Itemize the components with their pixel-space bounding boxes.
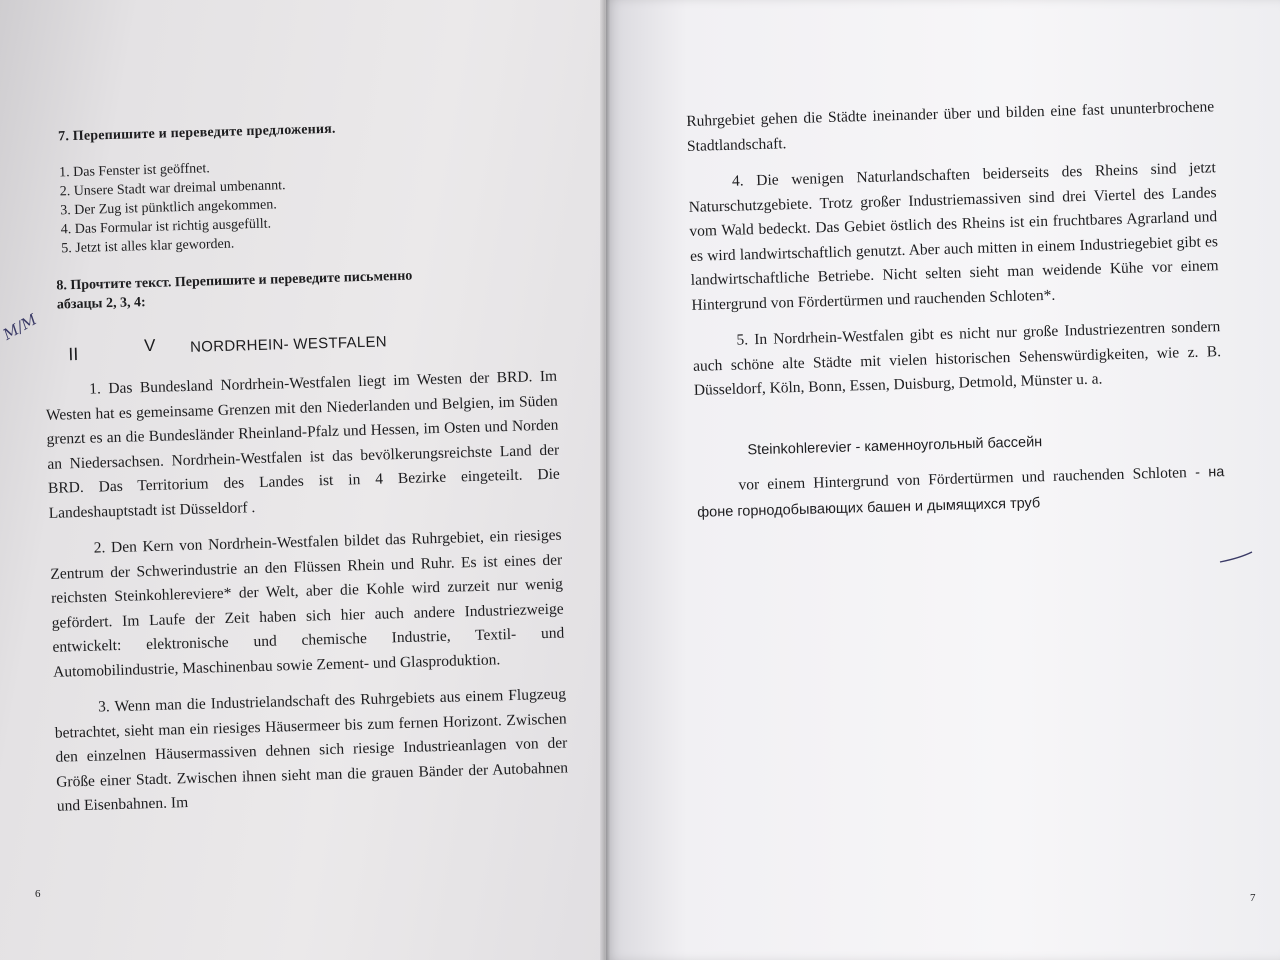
page-number-left: 6 — [35, 888, 41, 900]
task8-line1: 8. Прочтите текст. Перепишите и переведите письменно — [56, 268, 413, 294]
task7-title: 7. Перепишите и переведите предложения. — [57, 121, 336, 145]
handwritten-v-mark: V — [143, 335, 156, 356]
handwritten-margin-note: M/M — [0, 310, 40, 344]
page-number-right: 7 — [1250, 892, 1256, 904]
sentence-item: 4. Das Formular ist richtig ausgefüllt. — [60, 216, 272, 238]
pen-stroke-mark — [1218, 550, 1254, 564]
glossary-phrase-russian: - на фоне горнодобывающих башен и дымящихся труб — [697, 463, 1225, 521]
paragraph-5: 5. In Nordrhein-Westfalen gibt es nicht nur große Industriezentren sondern auch schöne alte Städte mit vielen historischen Sehenswürdigkeiten, wie z. B. Düsseldorf, Köln, Bonn, Essen, Duisburg, Detmold, Münster u. a. — [692, 318, 1222, 399]
task8-line2: абзацы 2, 3, 4: — [56, 295, 146, 313]
right-page-content — [686, 95, 1225, 525]
glossary-phrase-german: vor einem Hintergrund von Fördertürmen und rauchenden Schloten — [738, 463, 1188, 494]
paragraph-1: 1. Das Bundesland Nordrhein-Westfalen liegt im Westen der BRD. Im Westen hat es gemeinsame Grenzen mit den Niederlanden und Belgien, im Süden grenzt es an die Bundesländer Rheinland-Pfalz und Hessen, im Osten und Norden an Niedersachsen. Nordrhein-Westfalen ist das bevölkerungsreichste Land der BRD. Das Territorium des Landes ist in 4 Bezirke eingeteilt. Die Landeshauptstadt ist Düsseldorf . — [45, 367, 561, 522]
paragraph-3-end: Ruhrgebiet gehen die Städte ineinander über und bilden eine fast ununterbrochene Stadtlandschaft. — [686, 98, 1215, 155]
text-headline — [44, 327, 557, 367]
paragraph-3-start: 3. Wenn man die Industrielandschaft des Ruhrgebiets aus einem Flugzeug betrachtet, sieht man ein riesiges Häusermeer bis zum fernen Horizont. Zwischen den einzelnen Häusermassiven dehnen sich riesige Industrieanlagen von der Größe einer Stadt. Zwischen ihnen sieht man die grauen Bänder der Autobahnen und Eisenbahnen. Im — [54, 685, 569, 815]
paragraph-4: 4. Die wenigen Naturlandschaften beiderseits des Rheins sind jetzt Naturschutzgebiete. Trotz großer Industriemassiven sind drei Viertel des Landes vom Wald bedeckt. Das Gebiet östlich des Rheins ist ein fruchtbares Agrarland und es wird landwirtschaftlich genutzt. Aber auch mitten in einem Industriegebiet gibt es landwirtschaftliche Betriebe. Nicht selten sieht man weidende Kühe vor einem Hintergrund von Fördertürmen und rauchenden Schloten*. — [688, 159, 1219, 314]
handwritten-roman-mark: II — [67, 343, 79, 365]
task8-title — [56, 263, 555, 315]
page-fold — [600, 0, 610, 960]
sentence-item: 1. Das Fenster ist geöffnet. — [58, 161, 210, 181]
sentence-item: 3. Der Zug ist pünktlich angekommen. — [60, 197, 277, 219]
left-page-content — [38, 116, 569, 820]
text-title: NORDRHEIN- WESTFALEN — [189, 333, 388, 356]
paragraph-2: 2. Den Kern von Nordrhein-Westfalen bildet das Ruhrgebiet, ein riesiges Zentrum der Schwerindustrie an den Flüssen Rhein und Ruhr. Es ist eines der reichsten Steinkohlereviere* der Welt, aber die Kohle wird zurzeit nur wenig gefördert. Im Laufe der Zeit haben sich hier auch andere Industriezweige entwickelt: elektronische und chemische Industrie, Textil- und Automobilindustrie, Maschinenbau sowie Zement- und Glasproduktion. — [50, 526, 565, 681]
sentence-item: 5. Jetzt ist alles klar geworden. — [61, 236, 235, 257]
glossary-entry-1: Steinkohlerevier - каменноугольный бассейн — [747, 433, 1043, 458]
sentence-list — [59, 150, 553, 259]
sentence-item: 2. Unsere Stadt war dreimal umbenannt. — [59, 178, 286, 200]
